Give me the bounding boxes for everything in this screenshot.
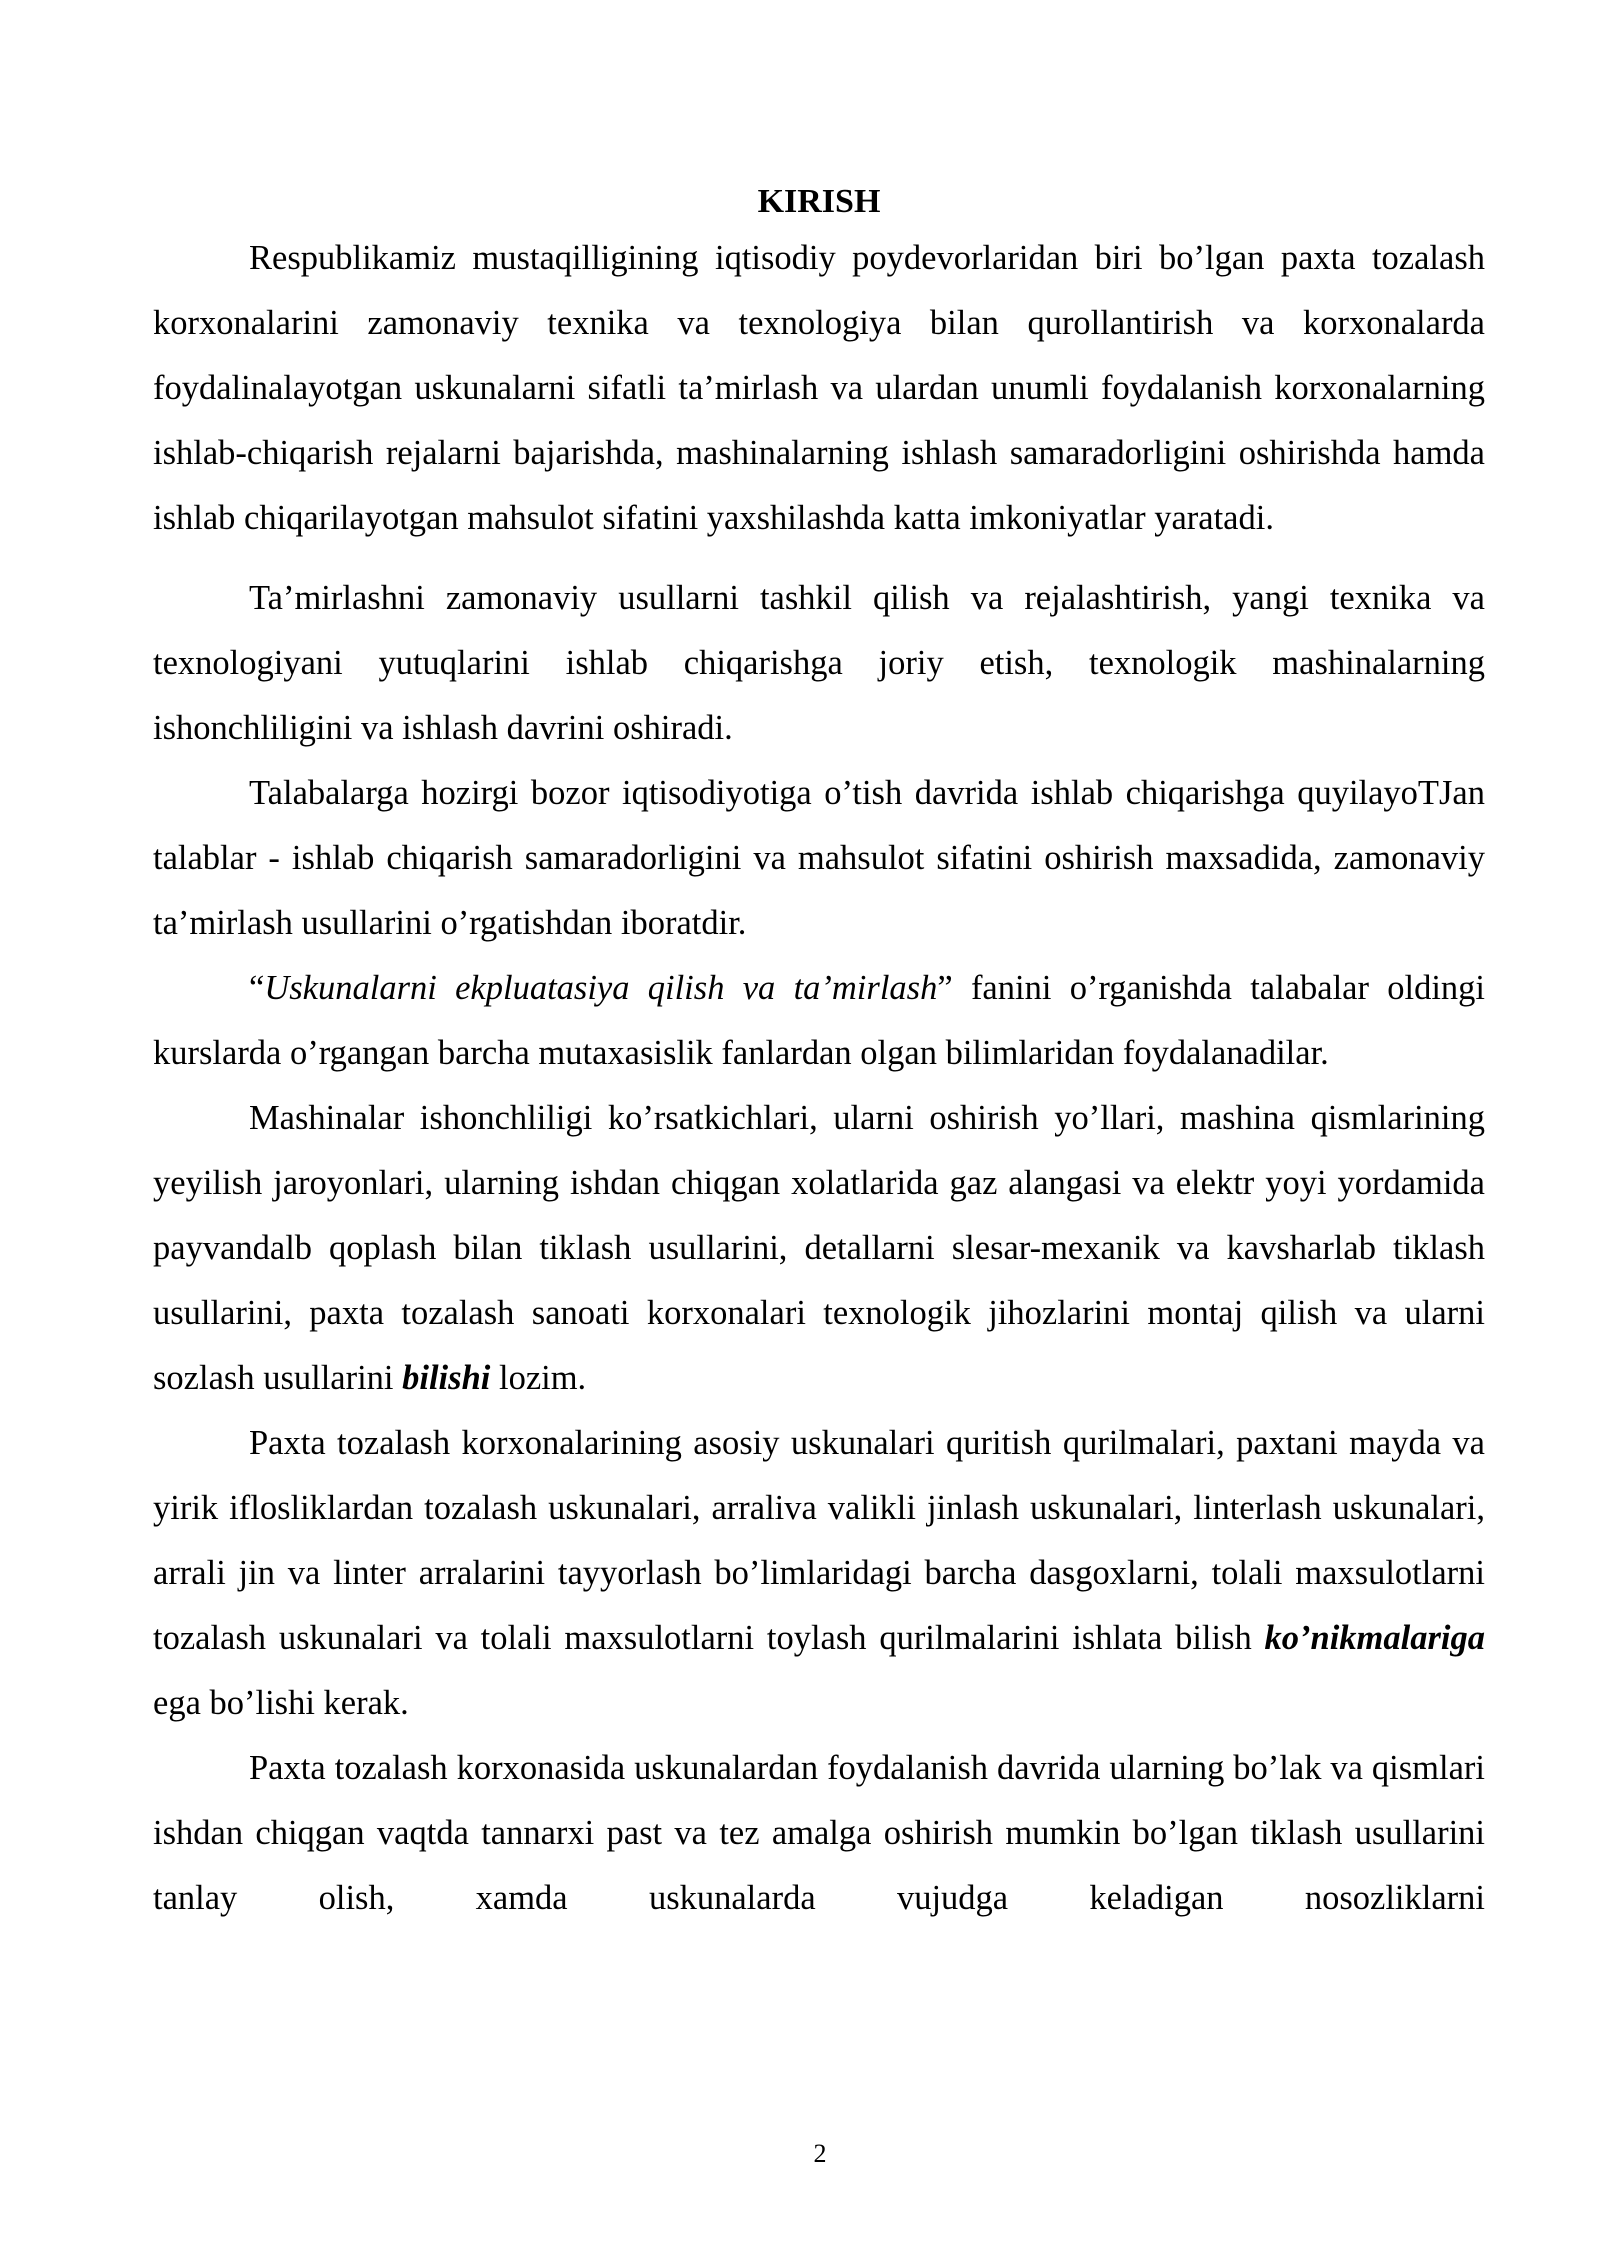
paragraph-7: Paxta tozalash korxonasida uskunalardan foydalanish davrida ularning bo’lak va qismlari ishdan chiqgan vaqtda tannarxi past va tez amalga oshirish mumkin bo’lgan tiklash usullarini tanlay olish, xamda uskunalarda vujudga keladigan nosozliklarni [153, 1749, 1485, 1917]
paragraph-2: Ta’mirlashni zamonaviy usullarni tashkil qilish va rejalashtirish, yangi texnika va texnologiyani yutuqlarini ishlab chiqarishga joriy etish, texnologik mashinalarning ishonchliligini va ishlash davrini oshiradi. [153, 579, 1485, 747]
page-title: KIRISH [757, 183, 881, 220]
emphasis-bilishi: bilishi [402, 1359, 491, 1397]
paragraph-4 [153, 956, 1485, 1086]
paragraph-4-rest: ” fanini o’rganishda talabalar oldingi kurslarda o’rgangan barcha mutaxasislik fanlardan olgan bilimlaridan foydalanadilar. [153, 969, 1485, 1072]
course-name-italic: Uskunalarni ekpluatasiya qilish va ta’mirlash [264, 969, 938, 1007]
opening-quote: “ [249, 969, 265, 1007]
page-number: 2 [813, 2139, 827, 2168]
emphasis-konikmalariga: ko’nikmalariga [1264, 1619, 1485, 1657]
page-body [153, 178, 1485, 1931]
paragraph-1: Respublikamiz mustaqilligining iqtisodiy poydevorlaridan biri bo’lgan paxta tozalash korxonalarini zamonaviy texnika va texnologiya bilan qurollantirish va korxonalarda foydalinalayotgan uskunalarni sifatli ta’mirlash va ulardan unumli foydalanish korxonalarning ishlab-chiqarish rejalarni bajarishda, mashinalarning ishlash samaradorligini oshirishda hamda ishlab chiqarilayotgan mahsulot sifatini yaxshilashda katta imkoniyatlar yaratadi. [153, 239, 1485, 537]
paragraph-6-end: ega bo’lishi kerak. [153, 1684, 409, 1722]
paragraph-3: Talabalarga hozirgi bozor iqtisodiyotiga o’tish davrida ishlab chiqarishga quyilayoTJan talablar - ishlab chiqarish samaradorligini va mahsulot sifatini oshirish maxsadida, zamonaviy ta’mirlash usullarini o’rgatishdan iboratdir. [153, 774, 1485, 942]
paragraph-6-text: Paxta tozalash korxonalarining asosiy uskunalari quritish qurilmalari, paxtani mayda va yirik iflosliklardan tozalash uskunalari, arraliva valikli jinlash uskunalari, linterlash uskunalari, arrali jin va linter arralarini tayyorlash bo’limlaridagi barcha dasgoxlarni, tolali maxsulotlarni tozalash uskunalari va tolali maxsulotlarni toylash qurilmalarini ishlata bilish [153, 1424, 1485, 1657]
paragraph-5-end: lozim. [490, 1359, 587, 1397]
paragraph-6 [153, 1411, 1485, 1736]
paragraph-5-text: Mashinalar ishonchliligi ko’rsatkichlari, ularni oshirish yo’llari, mashina qismlarining yeyilish jaroyonlari, ularning ishdan chiqgan xolatlarida gaz alangasi va elektr yoyi yordamida payvandalb qoplash bilan tiklash usullarini, detallarni slesar-mexanik va kavsharlab tiklash usullarini, paxta tozalash sanoati korxonalari texnologik jihozlarini montaj qilish va ularni sozlash usullarini [153, 1099, 1485, 1397]
paragraph-5 [153, 1086, 1485, 1411]
